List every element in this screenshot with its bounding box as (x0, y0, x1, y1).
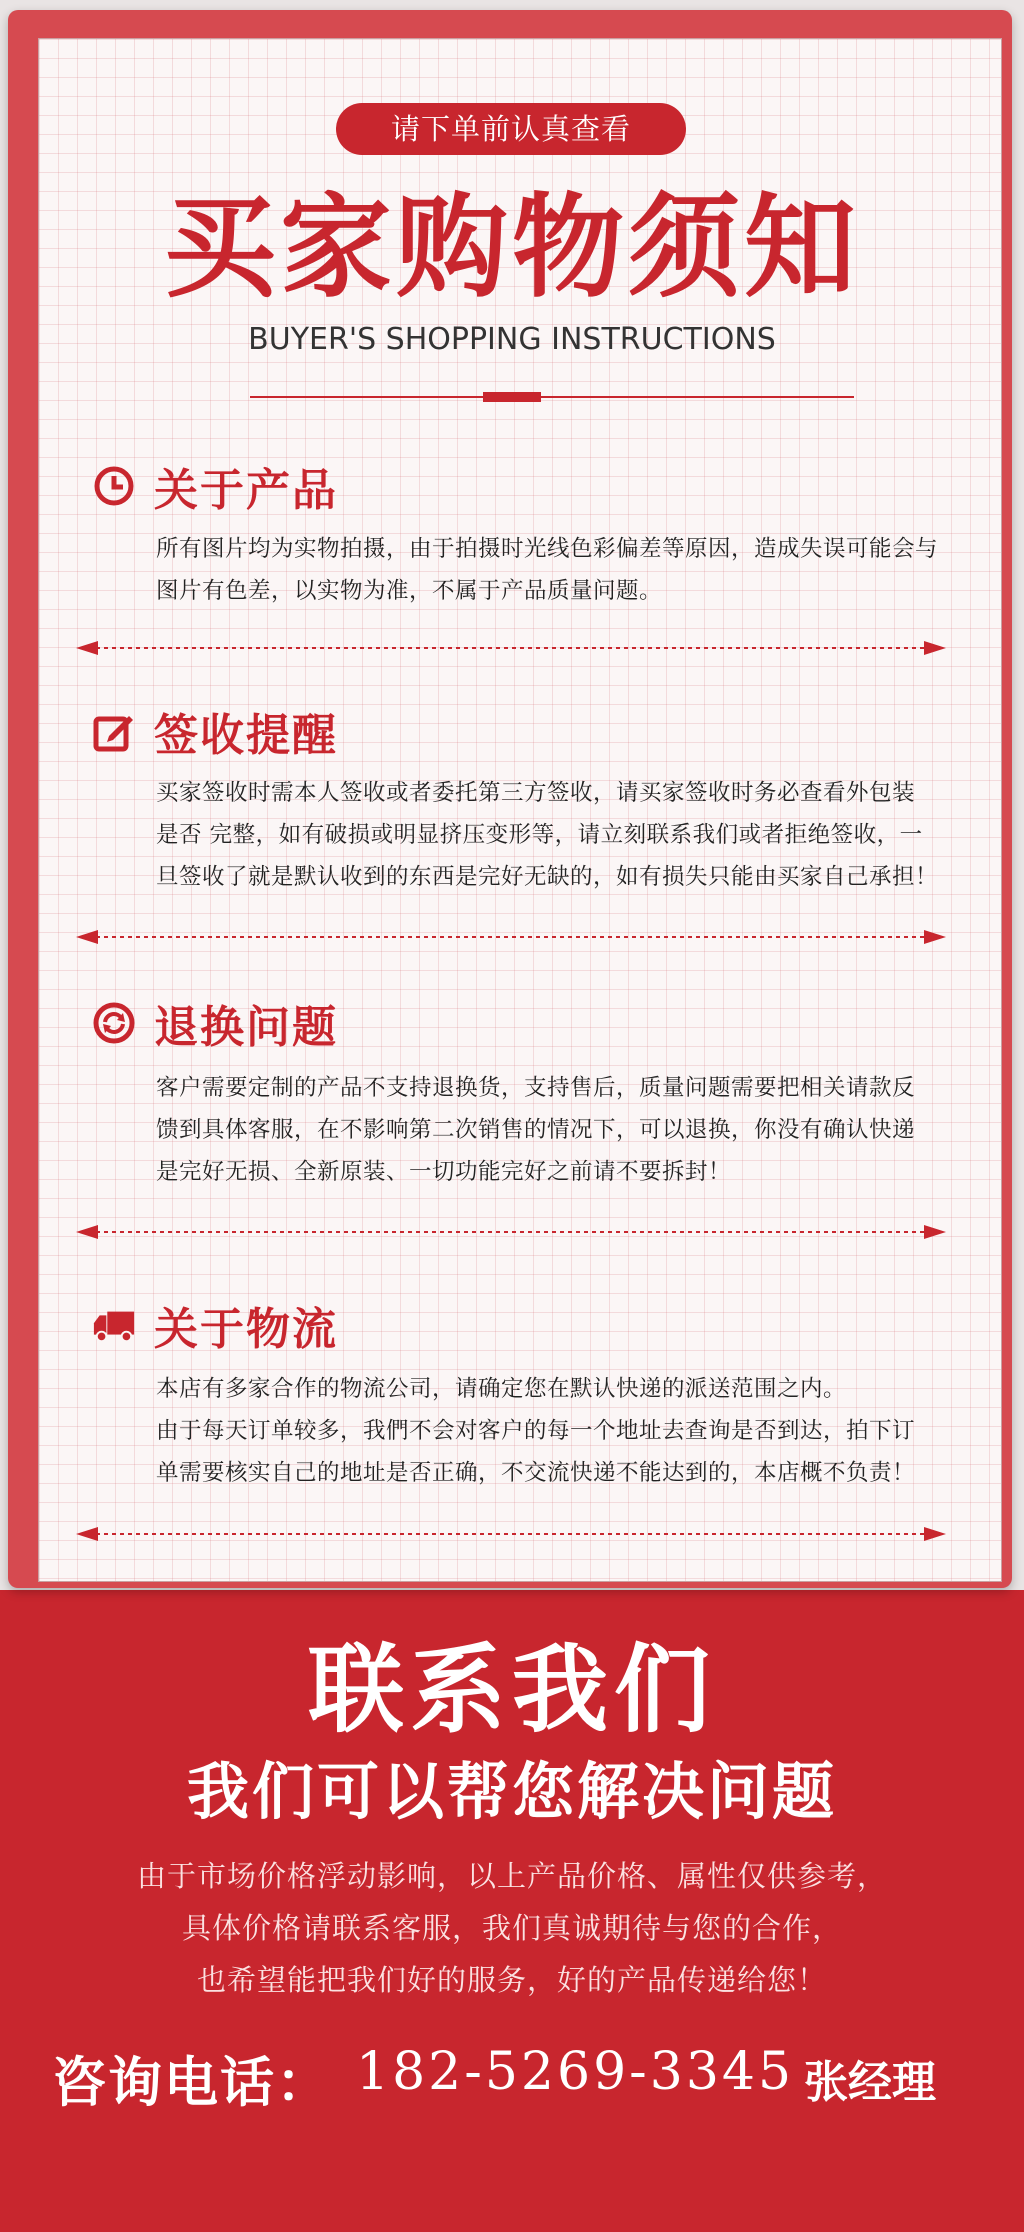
notice-line: 具体价格请联系客服，我们真诚期待与您的合作， (181, 1911, 842, 1945)
section-text-line: 由于每天订单较多，我們不会对客户的每一个地址去查询是否到达，拍下订 (156, 1418, 916, 1444)
section-product-body (156, 528, 956, 612)
section-logistics-header (92, 1297, 338, 1353)
title-divider-bar (483, 392, 541, 402)
price-notice (0, 1850, 1024, 2006)
truck-icon (92, 1303, 136, 1347)
contact-subtitle: 我们可以帮您解决问题 (186, 1755, 837, 1828)
dashed-divider (76, 927, 946, 947)
section-return-header (92, 995, 338, 1051)
phone-label: 咨询电话： (52, 2051, 332, 2114)
section-title: 退换问题 (154, 1002, 338, 1053)
section-text-line: 买家签收时需本人签收或者委托第三方签收，请买家签收时务必查看外包装 (156, 780, 916, 806)
dashed-divider (76, 638, 946, 658)
section-product-header (92, 458, 338, 514)
section-title: 关于物流 (154, 1304, 338, 1355)
contact-title: 联系我们 (308, 1634, 716, 1746)
section-return-body (156, 1067, 956, 1193)
edit-icon (92, 709, 136, 753)
contact-name: 张经理 (804, 2057, 936, 2108)
dashed-divider (76, 1222, 946, 1242)
phone-row (52, 2036, 1012, 2112)
section-text-line: 所有图片均为实物拍摄，由于拍摄时光线色彩偏差等原因，造成失误可能会与 (156, 536, 939, 562)
section-text-line: 本店有多家合作的物流公司，请确定您在默认快递的派送范围之内。 (156, 1376, 847, 1402)
section-receipt-header (92, 703, 338, 759)
clock-icon (92, 464, 136, 508)
section-text-line: 图片有色差，以实物为准，不属于产品质量问题。 (156, 578, 663, 604)
notice-line: 由于市场价格浮动影响，以上产品价格、属性仅供参考， (136, 1859, 887, 1893)
header-tag: 请下单前认真查看 (336, 103, 686, 155)
page-subtitle: BUYER'S SHOPPING INSTRUCTIONS (248, 322, 776, 357)
section-text-line: 是完好无损、全新原装、一切功能完好之前请不要拆封！ (156, 1159, 732, 1185)
section-receipt-body (156, 772, 956, 898)
section-title: 签收提醒 (154, 710, 338, 761)
dashed-divider (76, 1524, 946, 1544)
section-logistics-body (156, 1368, 956, 1494)
notice-line: 也希望能把我们好的服务，好的产品传递给您！ (196, 1963, 827, 1997)
section-text-line: 单需要核实自己的地址是否正确，不交流快递不能达到的，本店概不负责！ (156, 1460, 916, 1486)
section-text-line: 馈到具体客服，在不影响第二次销售的情况下，可以退换，你没有确认快递 (156, 1117, 916, 1143)
page-title: 买家购物须知 (164, 183, 860, 313)
section-text-line: 旦签收了就是默认收到的东西是完好无缺的，如有损失只能由买家自己承担！ (156, 864, 939, 890)
phone-number[interactable]: 182-5269-3345 (356, 2042, 795, 2102)
section-text-line: 客户需要定制的产品不支持退换货，支持售后，质量问题需要把相关请款反 (156, 1075, 916, 1101)
section-text-line: 是否 完整，如有破损或明显挤压变形等，请立刻联系我们或者拒绝签收，一 (156, 822, 923, 848)
refresh-icon (92, 1001, 136, 1045)
title-divider-line (250, 396, 854, 398)
section-title: 关于产品 (154, 465, 338, 516)
